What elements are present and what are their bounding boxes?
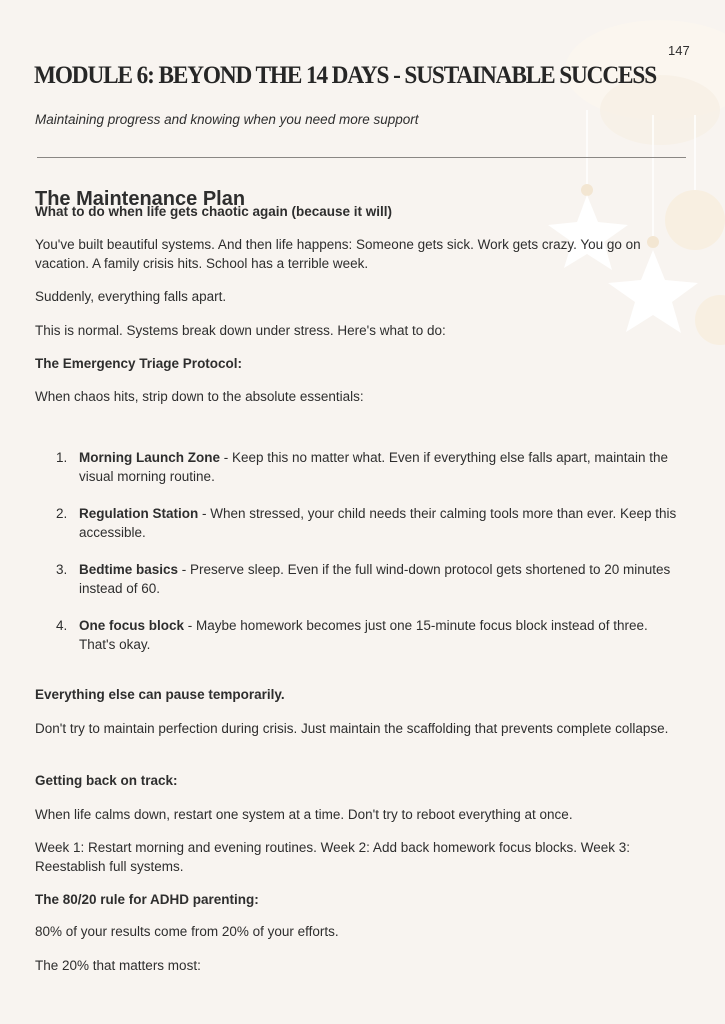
list-item	[56, 448, 686, 486]
paragraph: This is normal. Systems break down under stress. Here's what to do:	[35, 323, 446, 338]
list-number: 2.	[56, 506, 68, 521]
list-number: 4.	[56, 618, 68, 633]
list-number: 1.	[56, 450, 68, 465]
list-item-title: One focus block	[79, 618, 185, 633]
subheading-chaos: What to do when life gets chaotic again (because it will)	[35, 204, 393, 219]
paragraph: 80% of your results come from 20% of your efforts.	[35, 924, 339, 939]
paragraph: Suddenly, everything falls apart.	[35, 289, 227, 304]
list-item-title: Morning Launch Zone	[79, 450, 220, 465]
list-item-text: - Maybe homework becomes just one 15-minute focus block instead of three. That's okay.	[79, 618, 648, 652]
paragraph: Don't try to maintain perfection during crisis. Just maintain the scaffolding that prevents complete collapse.	[35, 721, 669, 736]
subheading-pause: Everything else can pause temporarily.	[35, 687, 285, 702]
paragraph: When life calms down, restart one system at a time. Don't try to reboot everything at once.	[35, 807, 573, 822]
list-item	[56, 616, 686, 654]
subheading-80-20: The 80/20 rule for ADHD parenting:	[35, 892, 259, 907]
list-item-text: - Preserve sleep. Even if the full wind-down protocol gets shortened to 20 minutes instead of 60.	[79, 562, 671, 596]
paragraph: You've built beautiful systems. And then life happens: Someone gets sick. Work gets crazy. You go on vacation. A family crisis hits. School has a terrible week.	[35, 237, 641, 271]
module-title: MODULE 6: BEYOND THE 14 DAYS - SUSTAINABLE SUCCESS	[34, 62, 657, 89]
module-subtitle: Maintaining progress and knowing when you need more support	[35, 112, 419, 127]
list-item-title: Regulation Station	[79, 506, 199, 521]
list-item-text: - When stressed, your child needs their calming tools more than ever. Keep this accessible.	[79, 506, 677, 540]
list-item	[56, 504, 686, 542]
list-item	[56, 560, 686, 598]
page-number: 147	[668, 43, 690, 58]
list-item-title: Bedtime basics	[79, 562, 179, 577]
paragraph: Week 1: Restart morning and evening routines. Week 2: Add back homework focus blocks. Week 3: Reestablish full systems.	[35, 840, 631, 874]
subheading-triage: The Emergency Triage Protocol:	[35, 356, 243, 371]
paragraph: When chaos hits, strip down to the absolute essentials:	[35, 389, 364, 404]
list-item-text: - Keep this no matter what. Even if everything else falls apart, maintain the visual morning routine.	[79, 450, 668, 484]
subheading-back-on-track: Getting back on track:	[35, 773, 178, 788]
divider	[37, 157, 686, 158]
paragraph: The 20% that matters most:	[35, 958, 201, 973]
section-heading: The Maintenance Plan	[35, 188, 246, 210]
list-number: 3.	[56, 562, 68, 577]
